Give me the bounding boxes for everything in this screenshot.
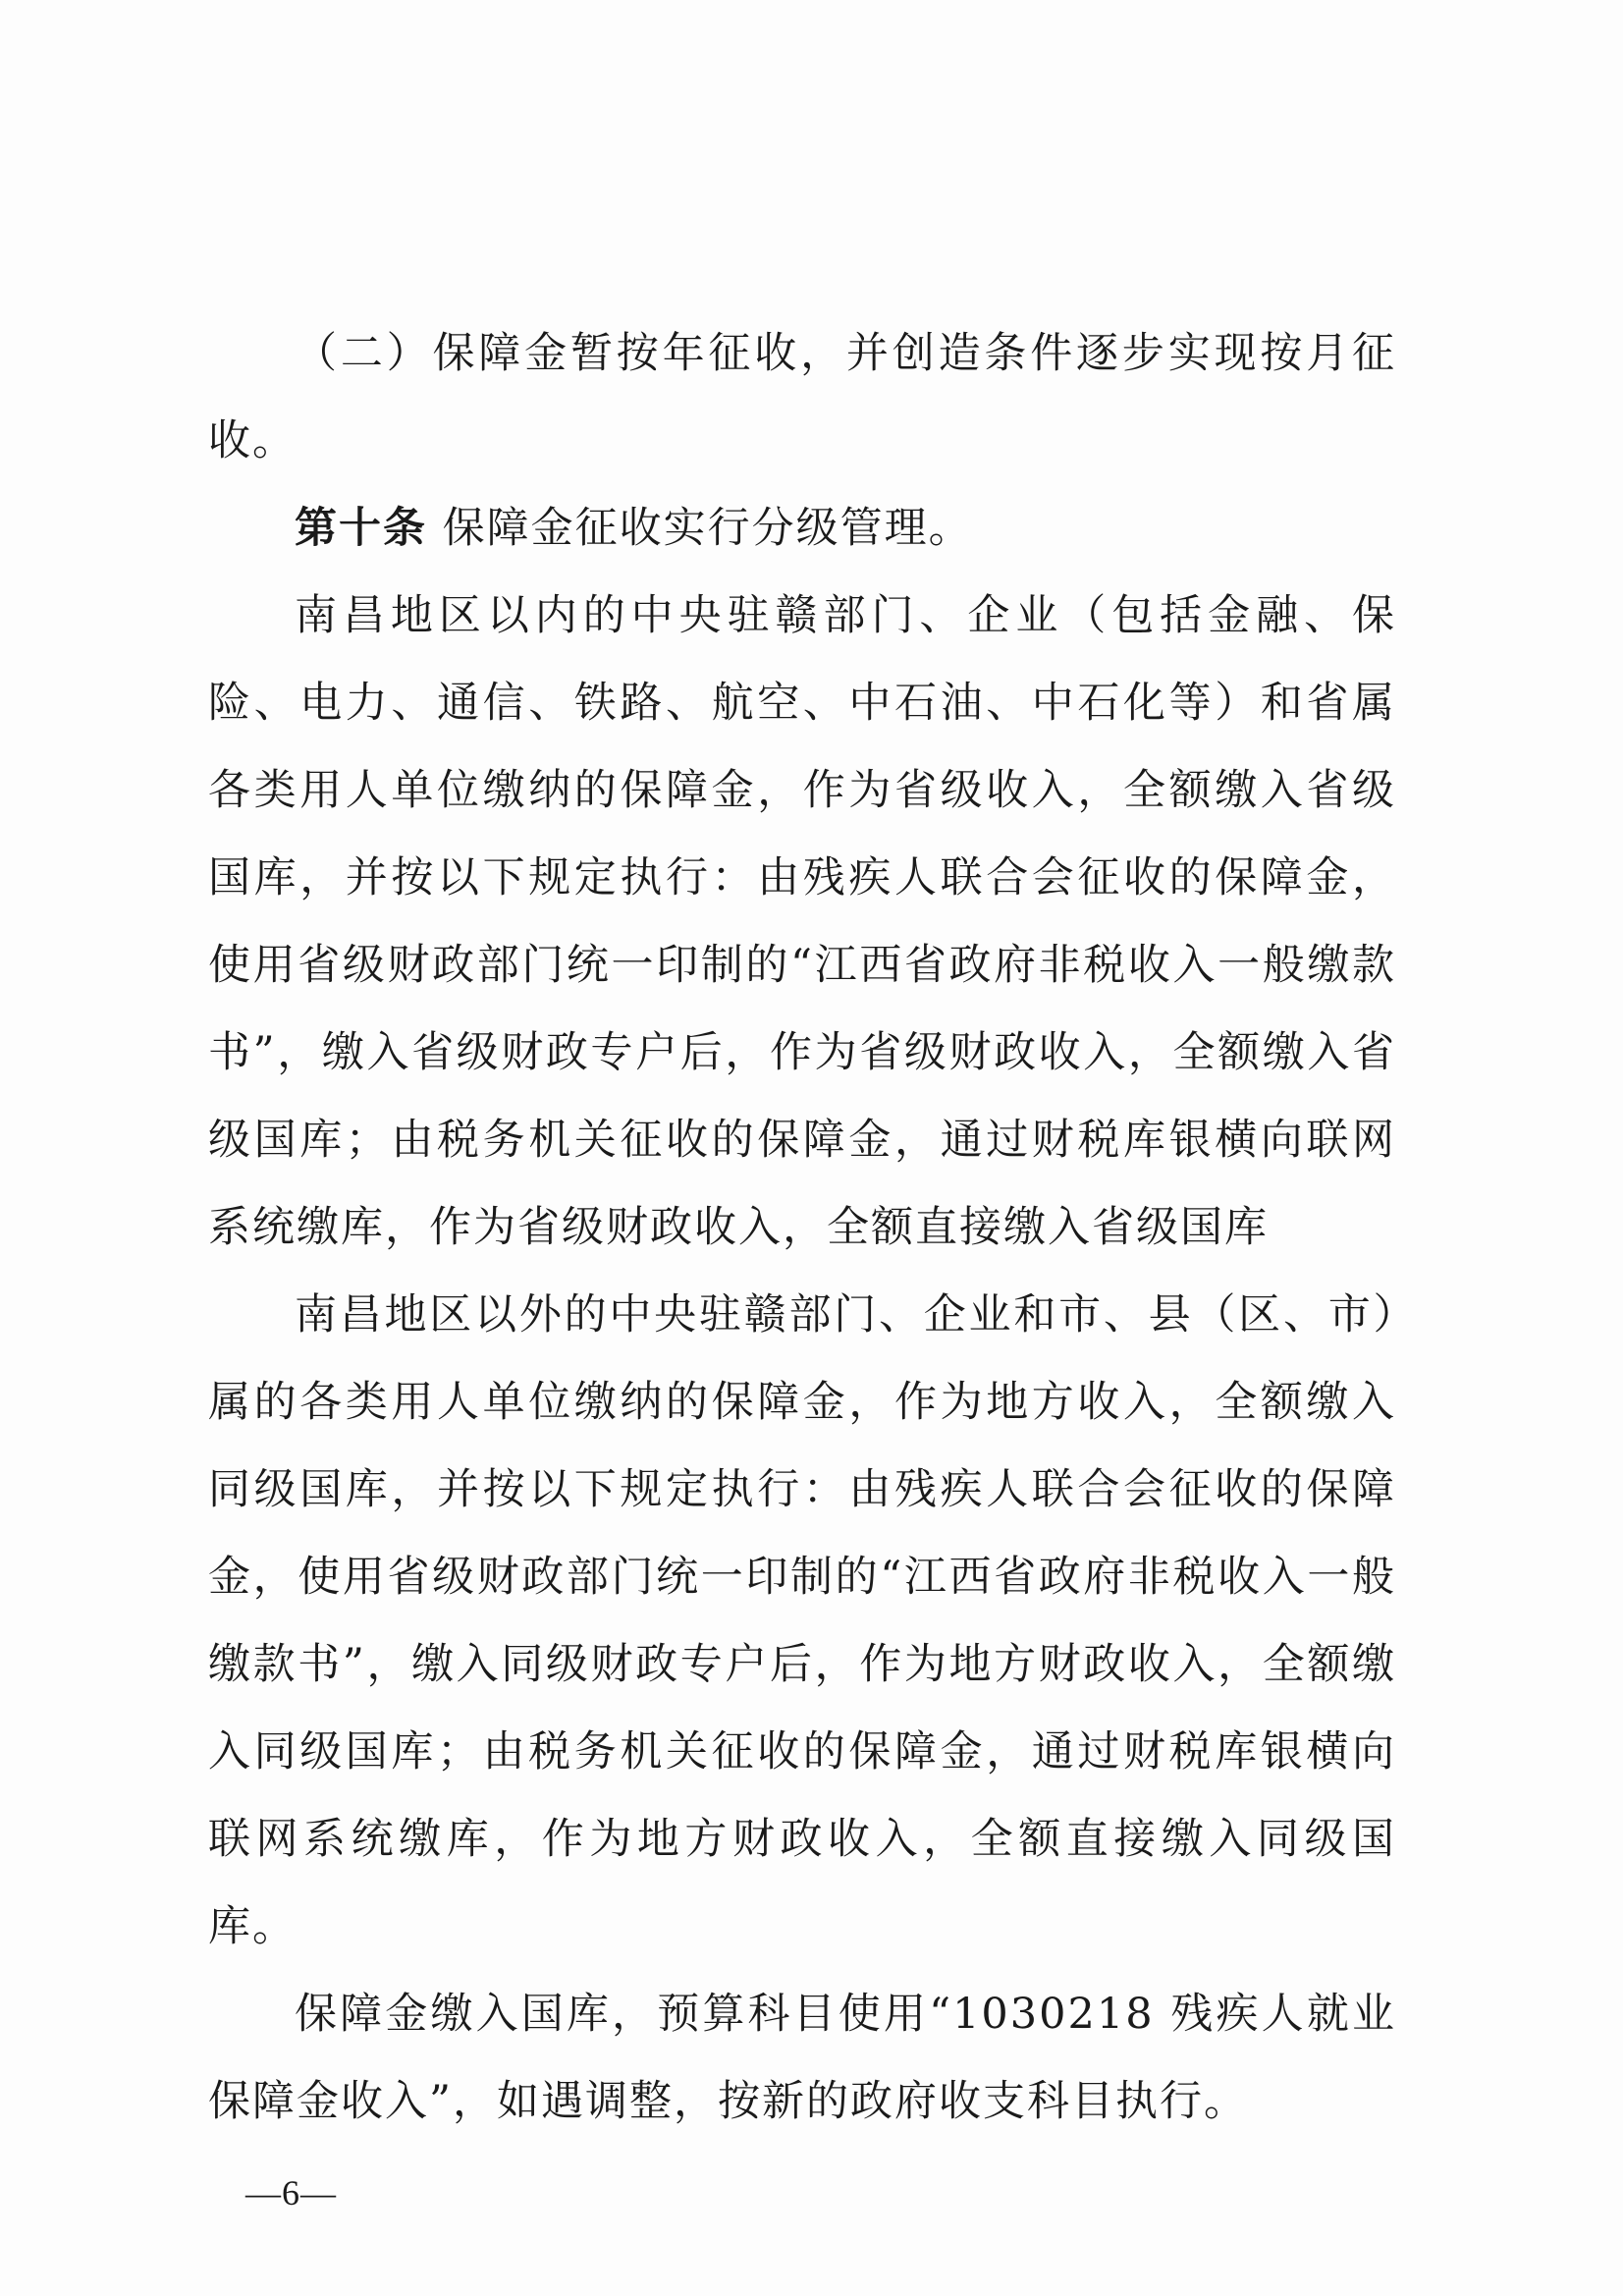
article-heading: 第十条 [295, 504, 427, 553]
paragraph-nanchang-outside [208, 1272, 1396, 1971]
document-body [208, 310, 1396, 2146]
paragraph-article-ten [208, 485, 1396, 573]
paragraph-text: （二）保障金暂按年征收，并创造条件逐步实现按月征收。 [208, 329, 1396, 465]
page-number: —6— [245, 2173, 337, 2213]
paragraph-text: 南昌地区以内的中央驻赣部门、企业（包括金融、保险、电力、通信、铁路、航空、中石油、中石化等）和省属各类用人单位缴纳的保障金，作为省级收入，全额缴入省级国库，并按以下规定执行：由残疾人联合会征收的保障金，使用省级财政部门统一印制的“江西省政府非税收入一般缴款书”，缴入省级财政专户后，作为省级财政收入，全额缴入省级国库；由税务机关征收的保障金，通过财税库银横向联网系统缴库，作为省级财政收入，全额直接缴入省级国库 [208, 591, 1396, 1252]
paragraph-nanchang-inside [208, 573, 1396, 1272]
paragraph-text: 南昌地区以外的中央驻赣部门、企业和市、县（区、市）属的各类用人单位缴纳的保障金，作为地方收入，全额缴入同级国库，并按以下规定执行：由残疾人联合会征收的保障金，使用省级财政部门统一印制的“江西省政府非税收入一般缴款书”，缴入同级财政专户后，作为地方财政收入，全额缴入同级国库；由税务机关征收的保障金，通过财税库银横向联网系统缴库，作为地方财政收入，全额直接缴入同级国库。 [208, 1290, 1396, 1951]
paragraph-text: 保障金缴入国库，预算科目使用“1030218 残疾人就业保障金收入”，如遇调整，按新的政府收支科目执行。 [208, 1990, 1396, 2126]
paragraph-collection-frequency [208, 310, 1396, 485]
paragraph-budget-item [208, 1971, 1396, 2146]
paragraph-text: 保障金征收实行分级管理。 [427, 504, 973, 553]
